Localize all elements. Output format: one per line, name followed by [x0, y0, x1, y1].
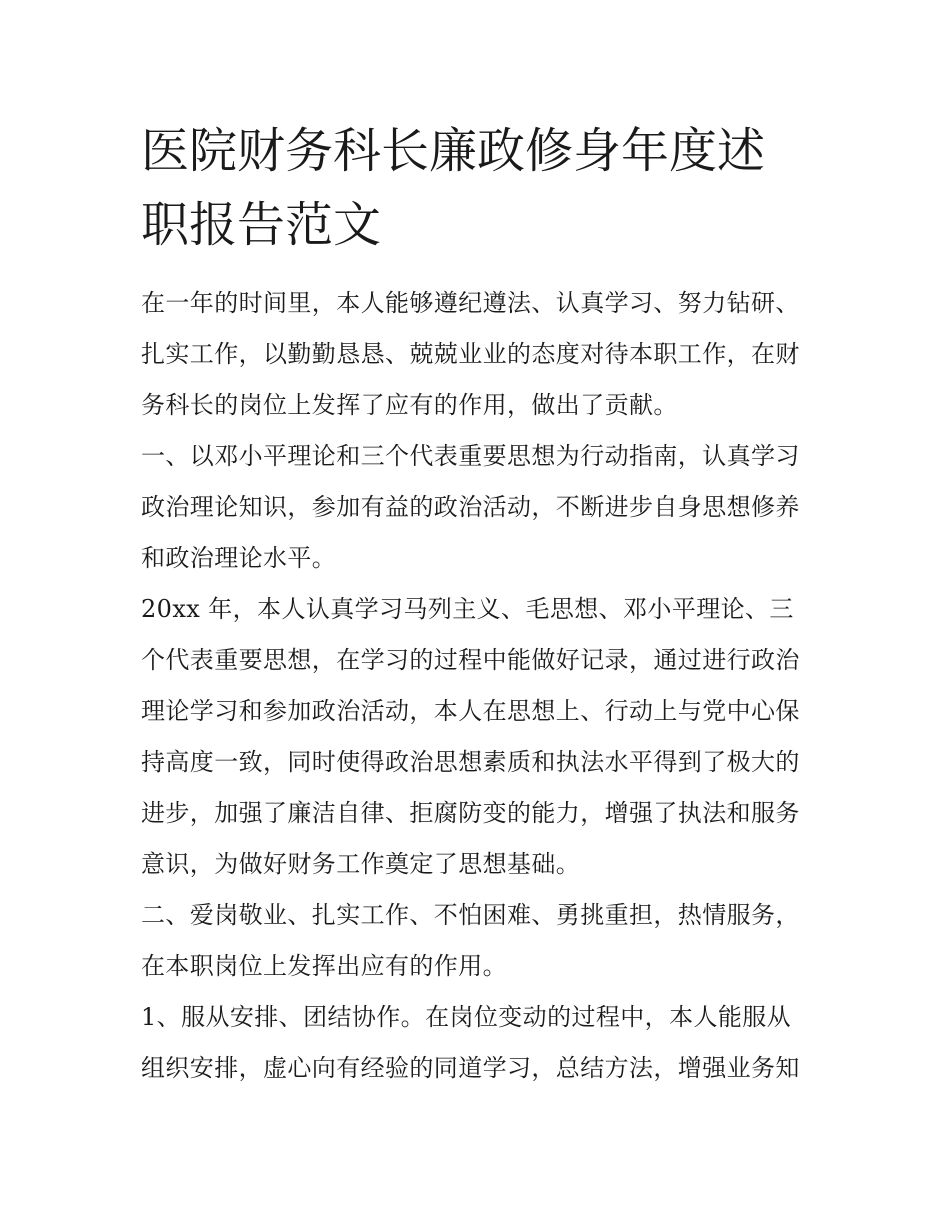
body-line: 一、以邓小平理论和三个代表重要思想为行动指南，认真学习	[141, 442, 800, 470]
body-line: 个代表重要思想，在学习的过程中能做好记录，通过进行政治	[141, 646, 800, 674]
title-line: 职报告范文	[141, 197, 382, 253]
document-body	[141, 278, 813, 1094]
body-line: 进步，加强了廉洁自律、拒腐防变的能力，增强了执法和服务	[141, 799, 800, 827]
body-line: 意识，为做好财务工作奠定了思想基础。	[141, 850, 581, 878]
body-line: 和政治理论水平。	[141, 544, 337, 572]
body-line: 持高度一致，同时使得政治思想素质和执法水平得到了极大的	[141, 748, 800, 776]
document-title	[141, 114, 821, 262]
body-line: 扎实工作，以勤勤恳恳、兢兢业业的态度对待本职工作，在财	[141, 340, 800, 368]
body-line: 在一年的时间里，本人能够遵纪遵法、认真学习、努力钻研、	[141, 289, 800, 317]
title-line: 医院财务科长廉政修身年度述	[141, 123, 766, 179]
body-line: 政治理论知识，参加有益的政治活动，不断进步自身思想修养	[141, 493, 800, 521]
body-line: 理论学习和参加政治活动，本人在思想上、行动上与党中心保	[141, 697, 800, 725]
body-line: 20xx 年，本人认真学习马列主义、毛思想、邓小平理论、三	[141, 595, 794, 623]
body-line: 1、服从安排、团结协作。在岗位变动的过程中，本人能服从	[141, 1003, 792, 1031]
body-line: 在本职岗位上发挥出应有的作用。	[141, 952, 507, 980]
body-line: 组织安排，虚心向有经验的同道学习，总结方法，增强业务知	[141, 1054, 800, 1082]
body-line: 务科长的岗位上发挥了应有的作用，做出了贡献。	[141, 391, 678, 419]
body-line: 二、爱岗敬业、扎实工作、不怕困难、勇挑重担，热情服务，	[141, 901, 800, 929]
